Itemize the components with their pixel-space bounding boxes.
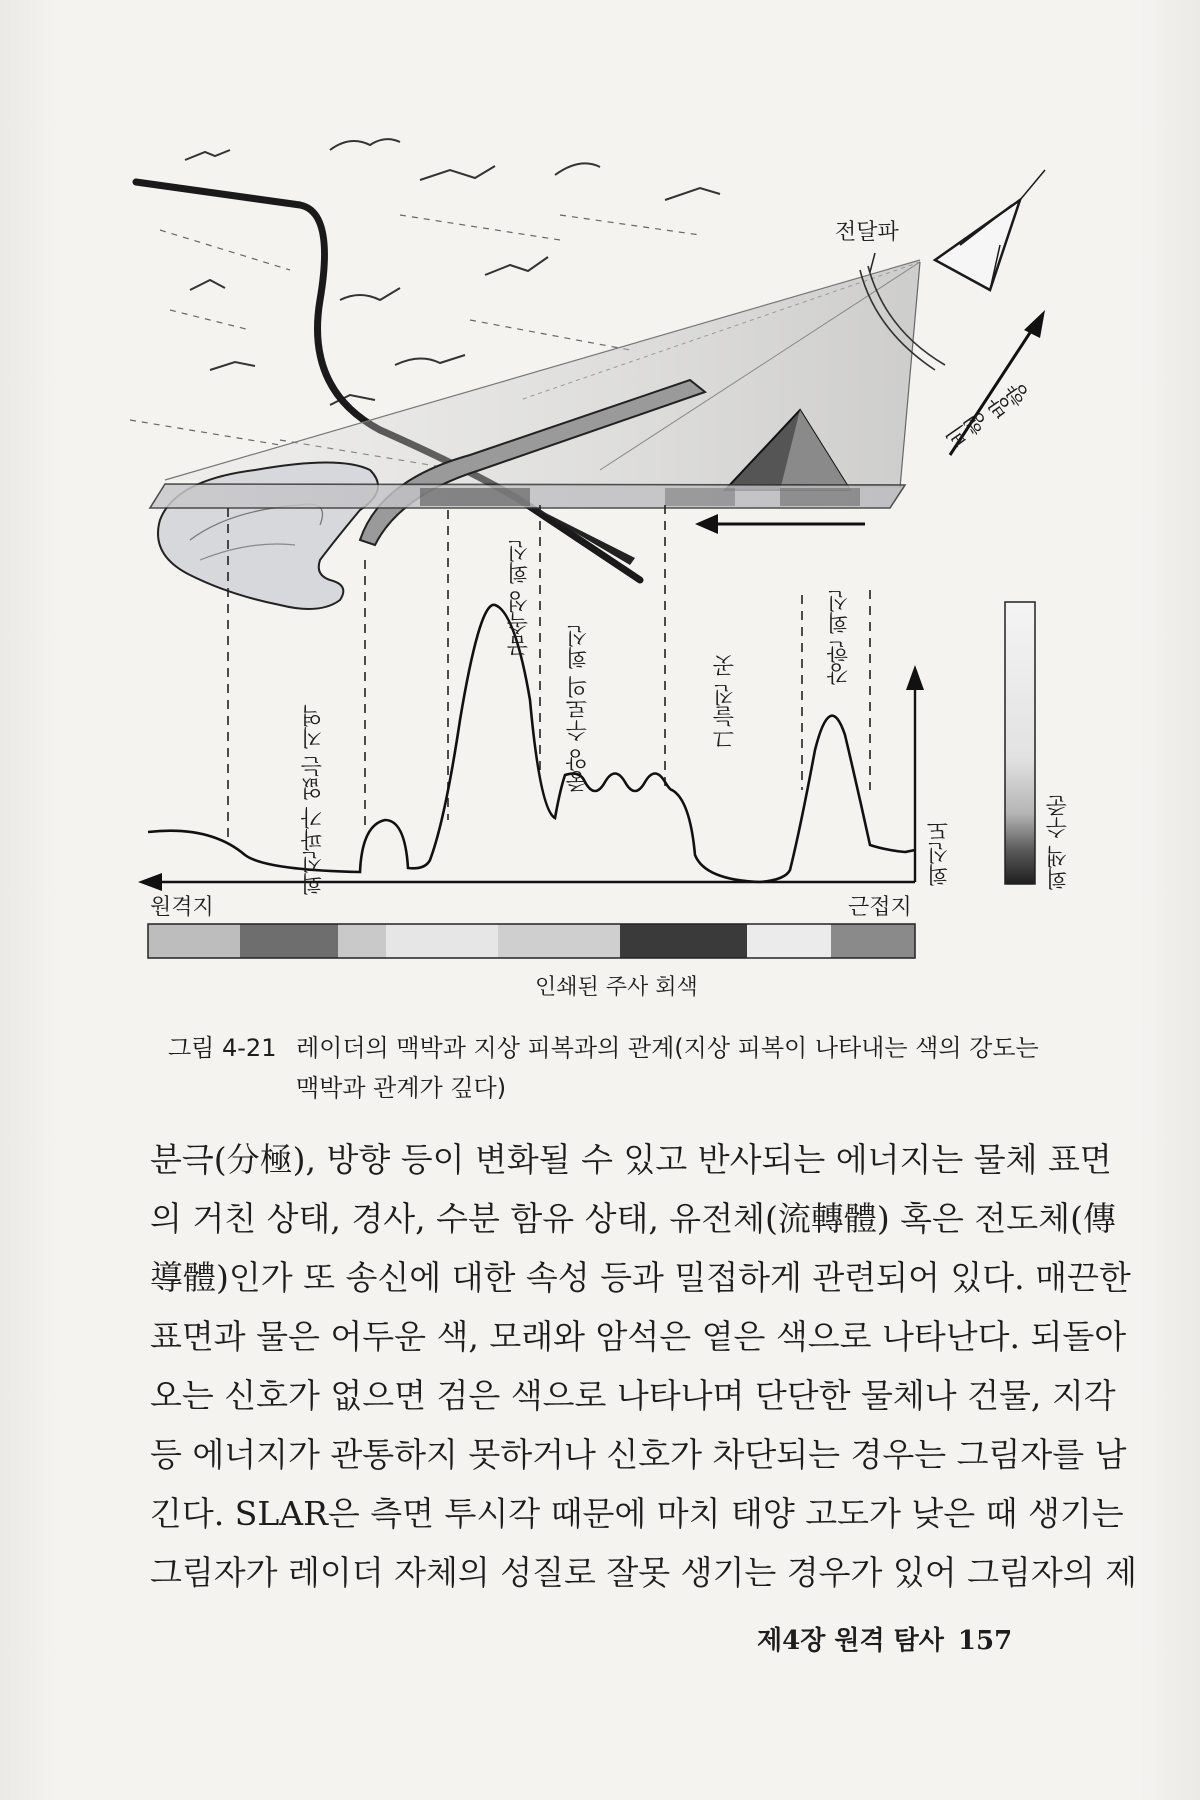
body-line: 導體)인가 또 송신에 대한 속성 등과 밀접하게 관련되어 있다. 매끈한 [150,1258,1131,1297]
page-number: 157 [957,1626,1013,1656]
caption-text: 레이더의 맥박과 지상 피복과의 관계(지상 피복이 나타내는 색의 강도는 맥박과 관계가 깊다) [296,1034,1039,1102]
label-no-return-area [300,705,360,895]
gray-strip-segment [386,924,498,958]
label-far-range: 원격지 [150,895,214,920]
body-line: 그림자가 레이더 자체의 성질로 잘못 생기는 경우가 있어 그림자의 제 [150,1553,1137,1592]
axes [150,680,915,882]
label-strong-return: 강한 회신 [827,590,852,685]
label-gray-level: 회색 수준 [1046,795,1071,890]
body-line: 오는 신호가 없으면 검은 색으로 나타나며 단단한 물체나 건물, 지각 [150,1376,1116,1415]
caption-number: 그림 4-21 [168,1034,277,1062]
gray-strip-segment [148,924,240,958]
body-line: 긴다. SLAR은 측면 투시각 때문에 마치 태양 고도가 낮은 때 생기는 [150,1494,1124,1533]
printed-gray-strip [148,924,915,958]
gray-strip-segment [498,924,620,958]
gray-strip-segment [240,924,338,958]
label-metal-return: 금속성 회신 [507,540,532,657]
gray-strip-segment [747,924,831,958]
label-flight-direction: 비행 방향 [942,379,1035,455]
label-transmission-wave: 전달파 [835,220,899,245]
label-mid-waterway-return [565,625,625,793]
gray-strip-segment [831,924,915,958]
label-near-range: 근접지 [848,895,912,920]
running-head: 제4장 원격 탐사 [757,1626,944,1656]
body-line: 표면과 물은 어두운 색, 모래와 암석은 옅은 색으로 나타난다. 되돌아 [150,1317,1127,1356]
label-printed-gray: 인쇄된 주사 회색 [535,975,698,1000]
no-return-area-text: 회신파가 없는 지역 [301,705,326,895]
aircraft-icon [935,170,1045,290]
body-text [150,1130,1137,1602]
body-line: 의 거친 상태, 경사, 수분 함유 상태, 유전체(流轉體) 혹은 전도체(傳 [150,1199,1116,1238]
gray-strip-segment [620,924,747,958]
label-shadow-area: 그늘진 곳 [713,655,738,750]
body-line: 등 에너지가 관통하지 못하거나 신호가 차단되는 경우는 그림자를 남 [150,1435,1127,1474]
gray-level-bar [1005,602,1035,884]
return-axis-arrowhead [906,665,924,690]
near-to-far-arrowhead [138,873,162,891]
mid-waterway-return-text: 중앙 수로의 회신 [566,625,591,793]
gray-strip-segment [338,924,386,958]
body-line: 분극(分極), 방향 등이 변화될 수 있고 반사되는 에너지는 물체 표면 [150,1140,1112,1179]
label-return-strength: 회신도 [927,820,952,886]
return-direction-arrow [695,514,865,534]
page-footer [757,1620,1012,1657]
